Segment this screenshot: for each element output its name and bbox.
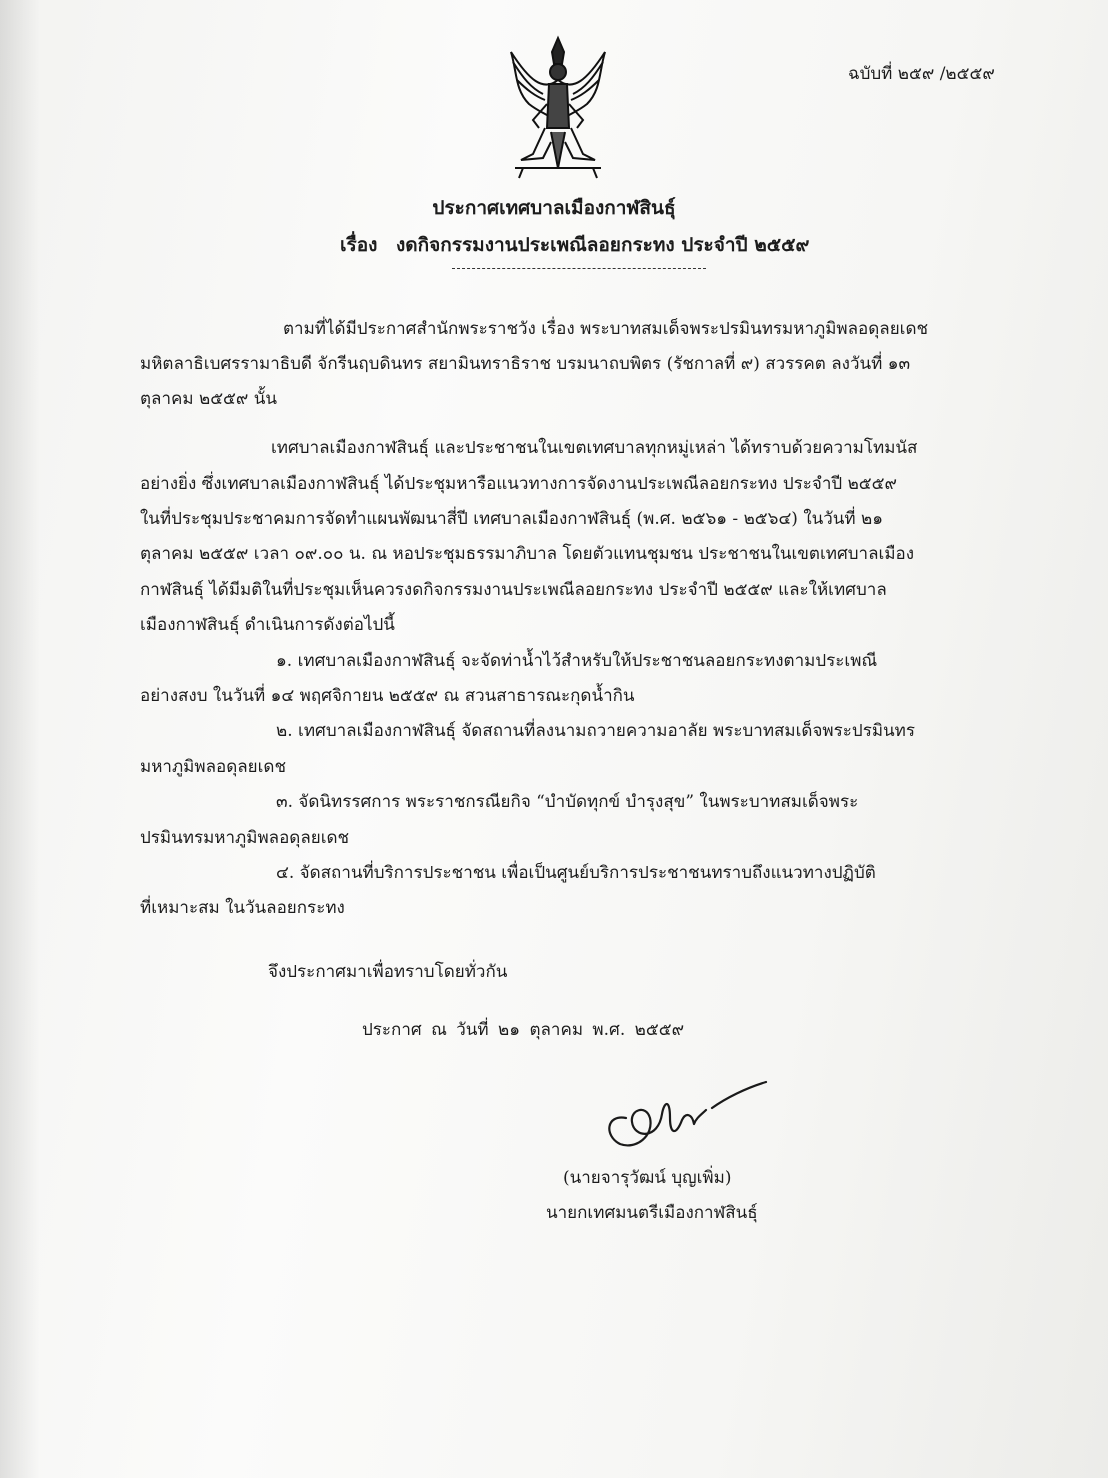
item-3-line: ปรมินทรมหาภูมิพลอดุลยเดช <box>140 828 350 848</box>
item-4-line: ๔. จัดสถานที่บริการประชาชน เพื่อเป็นศูนย์บริการประชาชนทราบถึงแนวทางปฏิบัติ <box>276 863 876 883</box>
item-2-line: ๒. เทศบาลเมืองกาฬสินธุ์ จัดสถานที่ลงนามถวายความอาลัย พระบาทสมเด็จพระปรมินทร <box>276 721 915 741</box>
item-3-line: ๓. จัดนิทรรศการ พระราชกรณียกิจ “บำบัดทุกข์ บำรุงสุข” ในพระบาทสมเด็จพระ <box>276 792 859 812</box>
para2-line: อย่างยิ่ง ซึ่งเทศบาลเมืองกาฬสินธุ์ ได้ประชุมหารือแนวทางการจัดงานประเพณีลอยกระทง ประจำปี ๒๕๕๙ <box>140 474 897 494</box>
issue-date: ประกาศ ณ วันที่ ๒๑ ตุลาคม พ.ศ. ๒๕๕๙ <box>362 1020 685 1040</box>
closing-statement: จึงประกาศมาเพื่อทราบโดยทั่วกัน <box>268 962 508 982</box>
para2-line: ตุลาคม ๒๕๕๙ เวลา ๐๙.๐๐ น. ณ หอประชุมธรรมาภิบาล โดยตัวแทนชุมชน ประชาชนในเขตเทศบาลเมือง <box>140 544 915 564</box>
item-1-line: อย่างสงบ ในวันที่ ๑๔ พฤศจิกายน ๒๕๕๙ ณ สวนสาธารณะกุดน้ำกิน <box>140 686 635 706</box>
para2-line: เมืองกาฬสินธุ์ ดำเนินการดังต่อไปนี้ <box>140 615 395 635</box>
para2-line: กาฬสินธุ์ ได้มีมติในที่ประชุมเห็นควรงดกิจกรรมงานประเพณีลอยกระทง ประจำปี ๒๕๕๙ และให้เทศบาล <box>140 580 887 600</box>
item-2-line: มหาภูมิพลอดุลยเดช <box>140 757 287 777</box>
subject-text: งดกิจกรรมงานประเพณีลอยกระทง ประจำปี ๒๕๕๙ <box>396 234 810 256</box>
garuda-emblem <box>503 32 613 182</box>
para1-line: ตุลาคม ๒๕๕๙ นั้น <box>140 389 278 409</box>
para2-line: เทศบาลเมืองกาฬสินธุ์ และประชาชนในเขตเทศบาลทุกหมู่เหล่า ได้ทราบด้วยความโทมนัส <box>271 438 918 458</box>
signer-position: นายกเทศมนตรีเมืองกาฬสินธุ์ <box>546 1203 758 1223</box>
signer-name: (นายจารุวัฒน์ บุญเพิ่ม) <box>563 1168 732 1188</box>
document-title: ประกาศเทศบาลเมืองกาฬสินธุ์ <box>432 197 676 219</box>
document-subject <box>340 230 809 260</box>
title-divider <box>452 268 706 269</box>
signature <box>596 1074 776 1160</box>
para1-line: ตามที่ได้มีประกาศสำนักพระราชวัง เรื่อง พระบาทสมเด็จพระปรมินทรมหาภูมิพลอดุลยเดช <box>283 319 929 339</box>
item-1-line: ๑. เทศบาลเมืองกาฬสินธุ์ จะจัดท่าน้ำไว้สำหรับให้ประชาชนลอยกระทงตามประเพณี <box>276 651 878 671</box>
para1-line: มหิตลาธิเบศรรามาธิบดี จักรีนฤบดินทร สยามินทราธิราช บรมนาถบพิตร (รัชกาลที่ ๙) สวรรคต ลงวันที่ ๑๓ <box>140 354 911 374</box>
para2-line: ในที่ประชุมประชาคมการจัดทำแผนพัฒนาสี่ปี เทศบาลเมืองกาฬสินธุ์ (พ.ศ. ๒๕๖๑ - ๒๕๖๔) ในวันที่ ๒๑ <box>140 509 884 529</box>
document-number: ฉบับที่ ๒๕๙ /๒๕๕๙ <box>848 64 995 84</box>
subject-label: เรื่อง <box>340 234 378 256</box>
item-4-line: ที่เหมาะสม ในวันลอยกระทง <box>140 898 345 918</box>
